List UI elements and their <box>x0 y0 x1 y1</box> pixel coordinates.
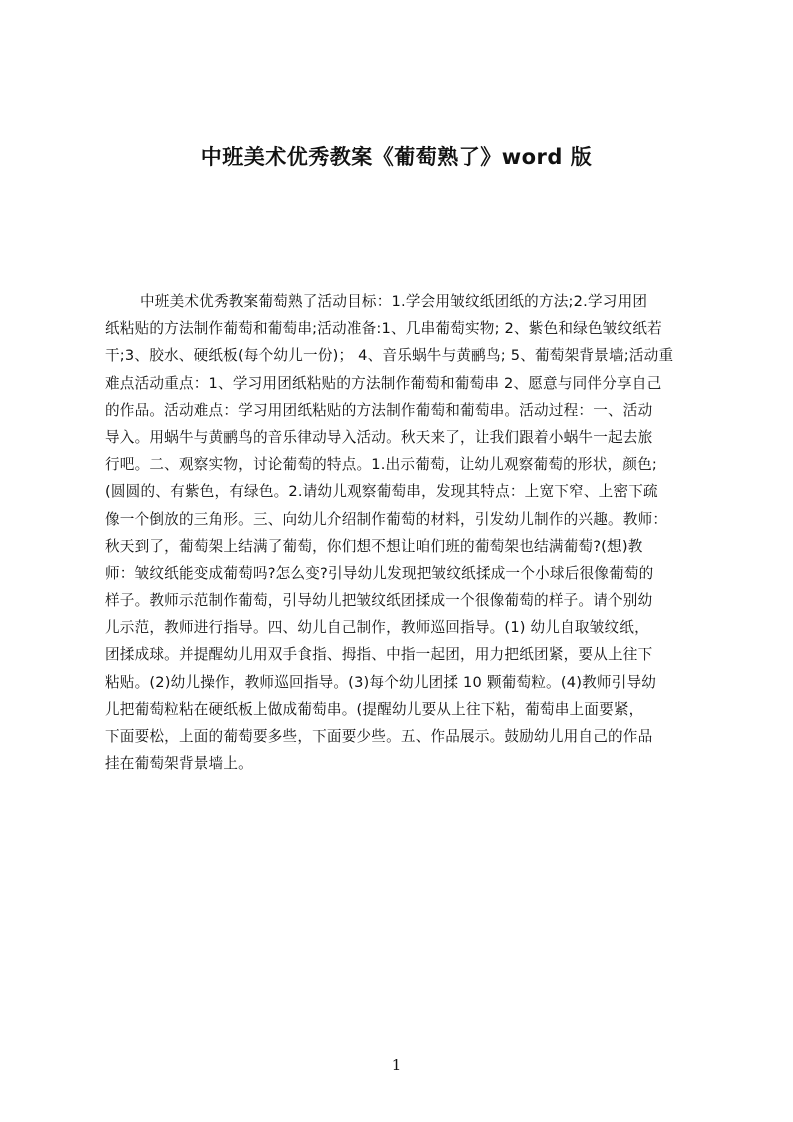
body-line: 样子。教师示范制作葡萄，引导幼儿把皱纹纸团揉成一个很像葡萄的样子。请个别幼 <box>105 592 653 610</box>
body-line: 难点活动重点：1、学习用团纸粘贴的方法制作葡萄和葡萄串 2、愿意与同伴分享自己 <box>105 374 662 392</box>
body-line: 导入。用蜗牛与黄鹂鸟的音乐律动导入活动。秋天来了，让我们跟着小蜗牛一起去旅 <box>105 428 653 446</box>
document-body <box>105 288 698 778</box>
body-line: 师：皱纹纸能变成葡萄吗?怎么变?引导幼儿发现把皱纹纸揉成一个小球后很像葡萄的 <box>105 564 654 582</box>
document-title: 中班美术优秀教案《葡萄熟了》word 版 <box>200 145 593 169</box>
body-line: (圆圆的、有紫色，有绿色。2.请幼儿观察葡萄串，发现其特点：上宽下窄、上密下疏 <box>105 483 658 501</box>
body-line: 干;3、胶水、硬纸板(每个幼儿一份)； 4、音乐蜗牛与黄鹂鸟; 5、葡萄架背景墙;活动重 <box>105 347 674 365</box>
page-number: 1 <box>391 1056 402 1074</box>
body-line: 的作品。活动难点：学习用团纸粘贴的方法制作葡萄和葡萄串。活动过程：一、活动 <box>105 401 653 419</box>
body-line: 秋天到了，葡萄架上结满了葡萄，你们想不想让咱们班的葡萄架也结满葡萄?(想)教 <box>105 537 643 555</box>
body-line: 下面要松，上面的葡萄要多些，下面要少些。五、作品展示。鼓励幼儿用自己的作品 <box>105 728 653 745</box>
body-line: 团揉成球。并提醒幼儿用双手食指、拇指、中指一起团，用力把纸团紧，要从上往下 <box>105 646 653 664</box>
body-line: 像一个倒放的三角形。三、向幼儿介绍制作葡萄的材料，引发幼儿制作的兴趣。教师： <box>105 510 668 528</box>
body-line: 挂在葡萄架背景墙上。 <box>105 755 253 773</box>
body-line: 纸粘贴的方法制作葡萄和葡萄串;活动准备:1、几串葡萄实物; 2、紫色和绿色皱纹纸若 <box>105 320 662 338</box>
body-line: 儿把葡萄粒粘在硬纸板上做成葡萄串。(提醒幼儿要从上往下粘，葡萄串上面要紧， <box>105 700 644 718</box>
body-line: 中班美术优秀教案葡萄熟了活动目标：1.学会用皱纹纸团纸的方法;2.学习用团 <box>140 293 648 310</box>
body-line: 行吧。二、观察实物，讨论葡萄的特点。1.出示葡萄，让幼儿观察葡萄的形状，颜色; <box>105 456 658 474</box>
body-line: 粘贴。(2)幼儿操作，教师巡回指导。(3)每个幼儿团揉 10 颗葡萄粒。(4)教师引导幼 <box>105 673 657 691</box>
body-line: 儿示范，教师进行指导。四、幼儿自己制作，教师巡回指导。(1) 幼儿自取皱纹纸， <box>105 619 649 637</box>
